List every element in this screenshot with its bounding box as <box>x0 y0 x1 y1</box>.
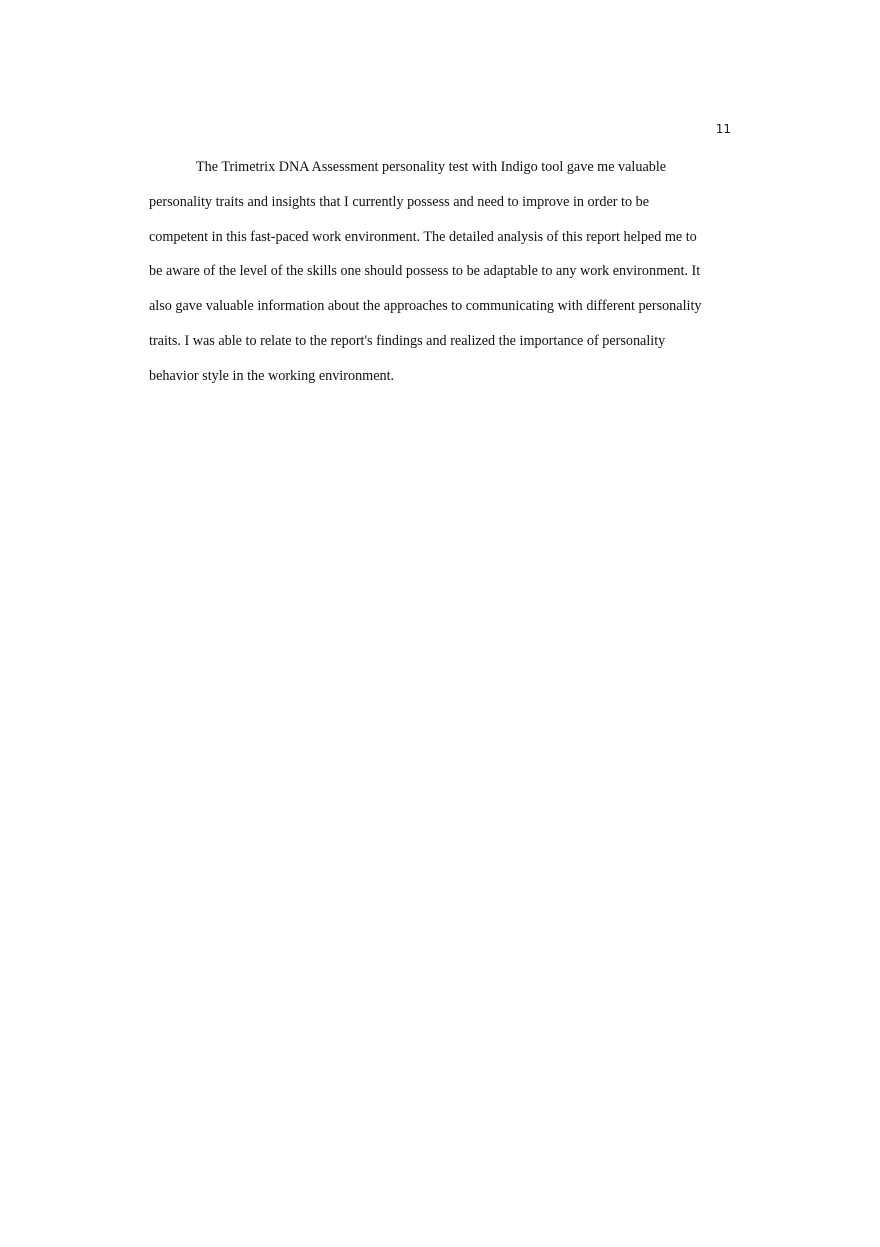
paragraph-line: competent in this fast-paced work environment. The detailed analysis of this report helped me to <box>149 228 697 245</box>
paragraph-line: The Trimetrix DNA Assessment personality test with Indigo tool gave me valuable <box>196 159 667 175</box>
paragraph-line: behavior style in the working environment. <box>149 367 395 384</box>
paragraph-line: be aware of the level of the skills one should possess to be adaptable to any work environment. It <box>149 263 701 280</box>
paragraph-line: also gave valuable information about the approaches to communicating with different personality <box>149 298 702 315</box>
paragraph-line: traits. I was able to relate to the report's findings and realized the importance of personality <box>149 332 666 349</box>
paragraph-line: personality traits and insights that I currently possess and need to improve in order to be <box>149 193 649 210</box>
body-paragraph <box>149 150 734 394</box>
page-number: 11 <box>715 122 731 136</box>
